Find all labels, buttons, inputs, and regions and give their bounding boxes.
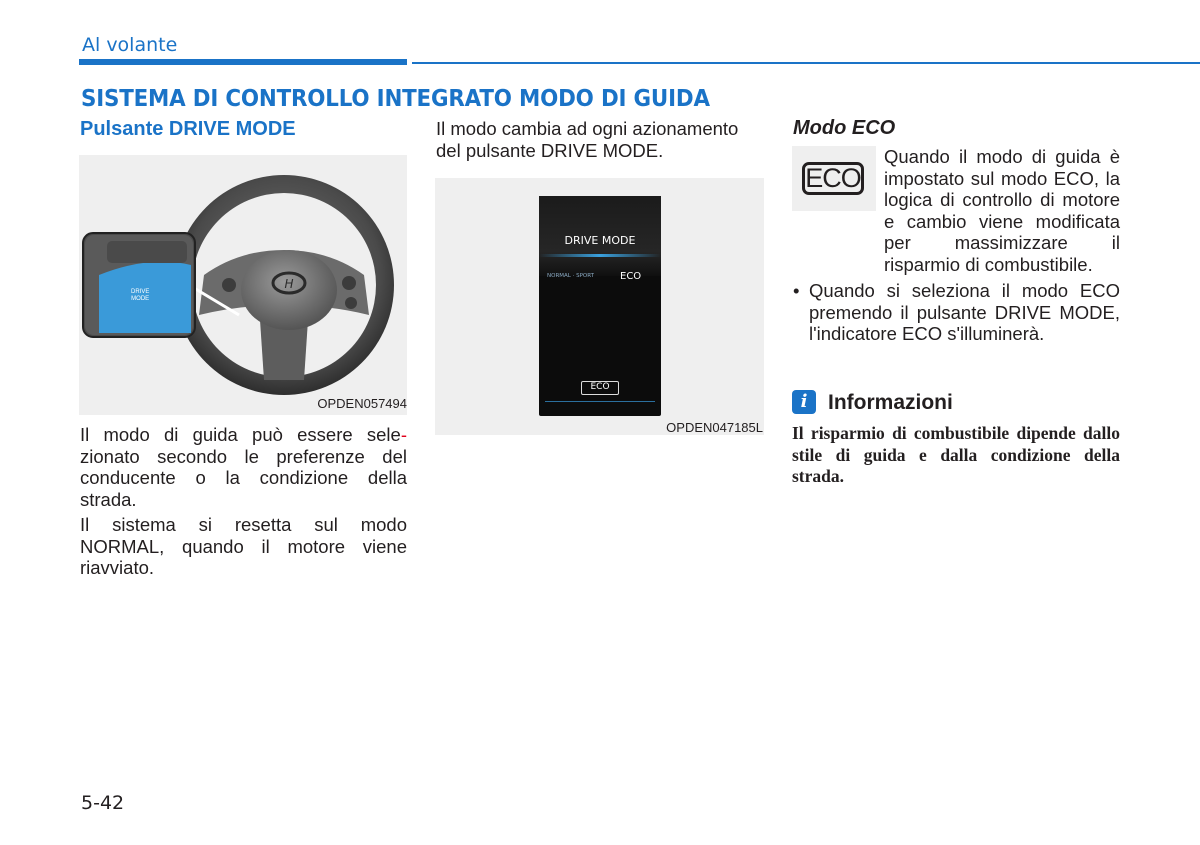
steering-wheel-figure — [79, 155, 407, 415]
paragraph-mode-change: Il modo cambia ad ogni azionamento del pulsante DRIVE MODE. — [436, 118, 739, 161]
paragraph-reset-normal: Il sistema si resetta sul modo NORMAL, quando il motore viene riavviato. — [80, 514, 407, 578]
svg-text:H: H — [284, 277, 294, 291]
eco-indicator: ECO — [581, 381, 619, 395]
figure-caption-2: OPDEN047185L — [666, 420, 763, 435]
eco-mode-description: Quando il modo di guida è impostato sul modo ECO, la logica di controllo di motore e cambio viene modificata per massimizzare il risparmio di combustibile. — [884, 146, 1120, 275]
info-icon: i — [792, 390, 816, 414]
paragraph1-part2: zionato secondo le preferenze del conducente o la condizione della strada. — [80, 445, 407, 510]
button-label-line1: DRIVE — [131, 289, 150, 295]
steering-wheel-illustration — [79, 155, 407, 415]
eco-mode-heading: Modo ECO — [793, 117, 896, 139]
info-text: Il risparmio di combustibile dipende dallo stile di guida e dalla condizione della strada. — [792, 423, 1120, 486]
eco-icon: ECO — [802, 162, 864, 195]
paragraph1-part1: Il modo di guida può essere sele — [80, 424, 401, 445]
display-selected-mode: ECO — [620, 271, 642, 282]
eco-bullet-text: Quando si seleziona il modo ECO premendo il pulsante DRIVE MODE, l'indicatore ECO s'illuminerà. — [809, 280, 1120, 344]
info-heading: Informazioni — [828, 391, 953, 414]
eco-bullet-item — [793, 280, 1120, 345]
bullet-dot: • — [793, 280, 800, 301]
header-rule-thick — [79, 59, 407, 65]
figure-caption-1: OPDEN057494 — [317, 396, 407, 411]
soft-hyphen: - — [400, 424, 407, 445]
display-options: NORMAL · SPORT — [547, 273, 594, 279]
display-bottom-line — [545, 401, 655, 402]
display-title: DRIVE MODE — [564, 234, 636, 247]
eco-badge-box — [792, 146, 876, 211]
paragraph-drive-mode-selection — [80, 424, 407, 510]
page-number: 5-42 — [81, 792, 125, 814]
header-rule-thin — [412, 62, 1200, 64]
subheading-drive-mode-button: Pulsante DRIVE MODE — [80, 118, 296, 140]
section-label: Al volante — [82, 34, 178, 56]
drive-mode-button-label — [131, 289, 149, 303]
page-title: SISTEMA DI CONTROLLO INTEGRATO MODO DI GUIDA — [81, 86, 710, 112]
cluster-display-glow — [539, 254, 661, 257]
button-label-line2: MODE — [131, 296, 150, 302]
cluster-display-figure — [435, 178, 764, 435]
cluster-display — [539, 196, 661, 416]
